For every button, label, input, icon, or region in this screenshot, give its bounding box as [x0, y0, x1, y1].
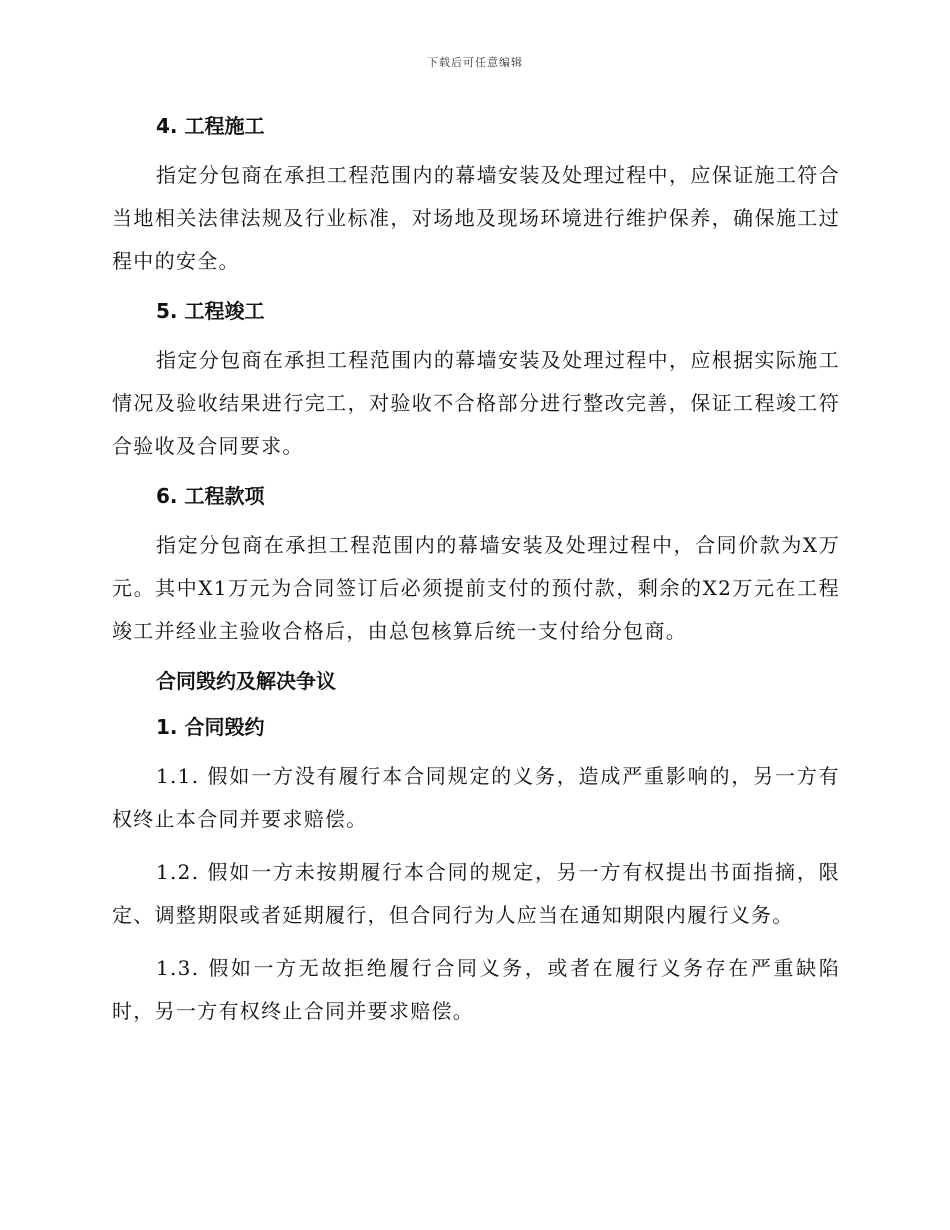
page-header: 下载后可任意编辑	[427, 56, 523, 69]
section-heading-breach-dispute: 合同毁约及解决争议	[156, 669, 336, 693]
paragraph-payment: 指定分包商在承担工程范围内的幕墙安装及处理过程中，合同价款为X万元。其中X1万元为合同签订后必须提前支付的预付款，剩余的X2万元在工程竣工并经业主验收合格后，由总包核算后统一支付给分包商。	[112, 533, 840, 643]
paragraph-completion: 指定分包商在承担工程范围内的幕墙安装及处理过程中，应根据实际施工情况及验收结果进行完工，对验收不合格部分进行整改完善，保证工程竣工符合验收及合同要求。	[112, 348, 840, 458]
section-heading-construction: 4. 工程施工	[156, 114, 265, 138]
section-heading-completion: 5. 工程竣工	[156, 299, 265, 323]
document-body	[112, 108, 840, 1043]
clause-1-2: 1.2. 假如一方未按期履行本合同的规定，另一方有权提出书面指摘，限定、调整期限或者延期履行，但合同行为人应当在通知期限内履行义务。	[112, 860, 840, 927]
section-heading-payment: 6. 工程款项	[156, 484, 265, 508]
section-heading-breach: 1. 合同毁约	[156, 715, 265, 739]
clause-1-3: 1.3. 假如一方无故拒绝履行合同义务，或者在履行义务存在严重缺陷时，另一方有权终止合同并要求赔偿。	[112, 956, 840, 1023]
clause-1-1: 1.1. 假如一方没有履行本合同规定的义务，造成严重影响的，另一方有权终止本合同并要求赔偿。	[112, 764, 840, 831]
paragraph-construction: 指定分包商在承担工程范围内的幕墙安装及处理过程中，应保证施工符合当地相关法律法规及行业标准，对场地及现场环境进行维护保养，确保施工过程中的安全。	[112, 163, 840, 273]
